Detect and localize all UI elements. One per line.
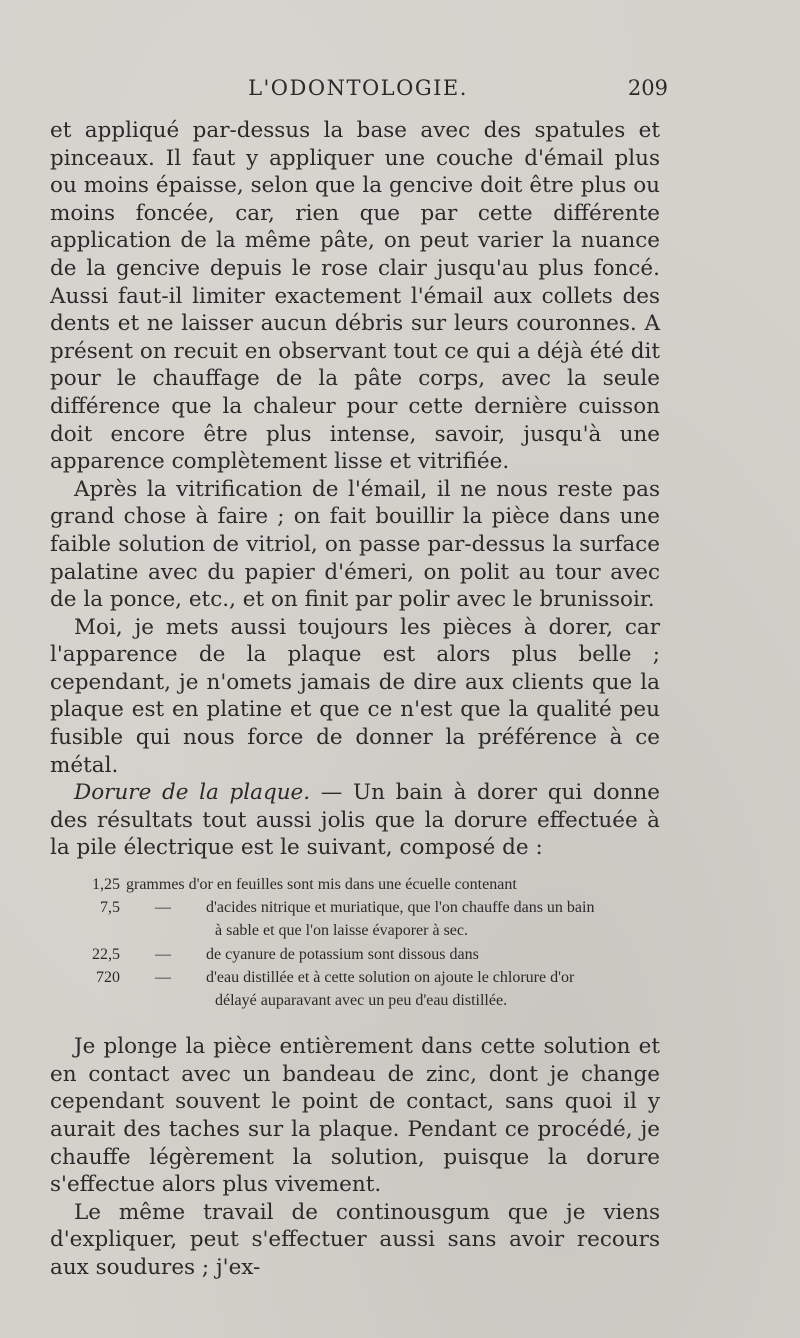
- recipe-quantity: 1,25: [92, 876, 120, 894]
- running-title: L'ODONTOLOGIE.: [248, 76, 468, 100]
- recipe-row: [50, 966, 660, 989]
- section-heading: Dorure de la plaque.: [74, 780, 311, 806]
- paragraph-3: Moi, je mets aussi toujours les pièces à dorer, car l'apparence de la plaque est alors plus belle ; cependant, je n'omets jamais de dire aux clients que la plaque est en platine et que ce n'est que la qualité peu fusible qui nous force de donner la préférence à ce métal.: [50, 614, 660, 778]
- paragraph-1: et appliqué par-dessus la base avec des spatules et pinceaux. Il faut y appliquer une couche d'émail plus ou moins épaisse, selon que la gencive doit être plus ou moins foncée, car, rien que par cette différente application de la même pâte, on peut varier la nuance de la gencive depuis le rose clair jusqu'au plus foncé. Aussi faut-il limiter exactement l'émail aux collets des dents et ne laisser aucun débris sur leurs couronnes. A présent on recuit en observant tout ce qui a déjà été dit pour le chauffage de la pâte corps, avec la seule différence que la chaleur pour cette dernière cuisson doit encore être plus intense, savoir, jusqu'à une apparence complètement lisse et vitrifiée.: [50, 118, 660, 475]
- recipe-row: [50, 943, 660, 966]
- paragraph-5: Je plonge la pièce entièrement dans cette solution et en contact avec un bandeau de zinc, dont je change cependant souvent le point de contact, sans quoi il y aurait des taches sur la plaque. Pendant ce procédé, je chauffe légèrement la solution, puisque la dorure s'effectue alors plus vivement.: [50, 1034, 660, 1198]
- recipe-text: grammes d'or en feuilles sont mis dans une écuelle contenant: [126, 876, 517, 894]
- recipe-list: [50, 873, 660, 1012]
- recipe-continuation: délayé auparavant avec un peu d'eau distillée.: [215, 992, 508, 1010]
- recipe-continuation: à sable et que l'on laisse évaporer à sec.: [215, 922, 468, 940]
- recipe-ditto-dash: —: [155, 899, 171, 917]
- page-number: 209: [627, 76, 668, 100]
- paragraph-4-text: — Un bain à dorer qui donne des résultats tout aussi jolis que la dorure effectuée à la pile électrique est le suivant, composé de :: [50, 780, 660, 861]
- recipe-quantity: 7,5: [100, 899, 120, 917]
- page-header: [48, 76, 668, 110]
- paragraph-2: Après la vitrification de l'émail, il ne nous reste pas grand chose à faire ; on fait bouillir la pièce dans une faible solution de vitriol, on passe par-dessus la surface palatine avec du papier d'émeri, on polit au tour avec de la ponce, etc., et on finit par polir avec le brunissoir.: [50, 476, 660, 613]
- page-body: [50, 117, 660, 1282]
- recipe-quantity: 720: [96, 968, 120, 986]
- recipe-row: [50, 896, 660, 919]
- recipe-ditto-dash: —: [155, 968, 171, 986]
- paragraph-4: [50, 779, 660, 862]
- recipe-row: [50, 873, 660, 896]
- recipe-text: d'eau distillée et à cette solution on ajoute le chlorure d'or: [206, 968, 575, 986]
- recipe-quantity: 22,5: [92, 945, 120, 963]
- paragraph-6: Le même travail de continousgum que je viens d'expliquer, peut s'effectuer aussi sans avoir recours aux soudures ; j'ex-: [50, 1199, 660, 1280]
- recipe-text: de cyanure de potassium sont dissous dans: [206, 945, 479, 963]
- recipe-ditto-dash: —: [155, 945, 171, 963]
- recipe-text: d'acides nitrique et muriatique, que l'on chauffe dans un bain: [206, 899, 595, 917]
